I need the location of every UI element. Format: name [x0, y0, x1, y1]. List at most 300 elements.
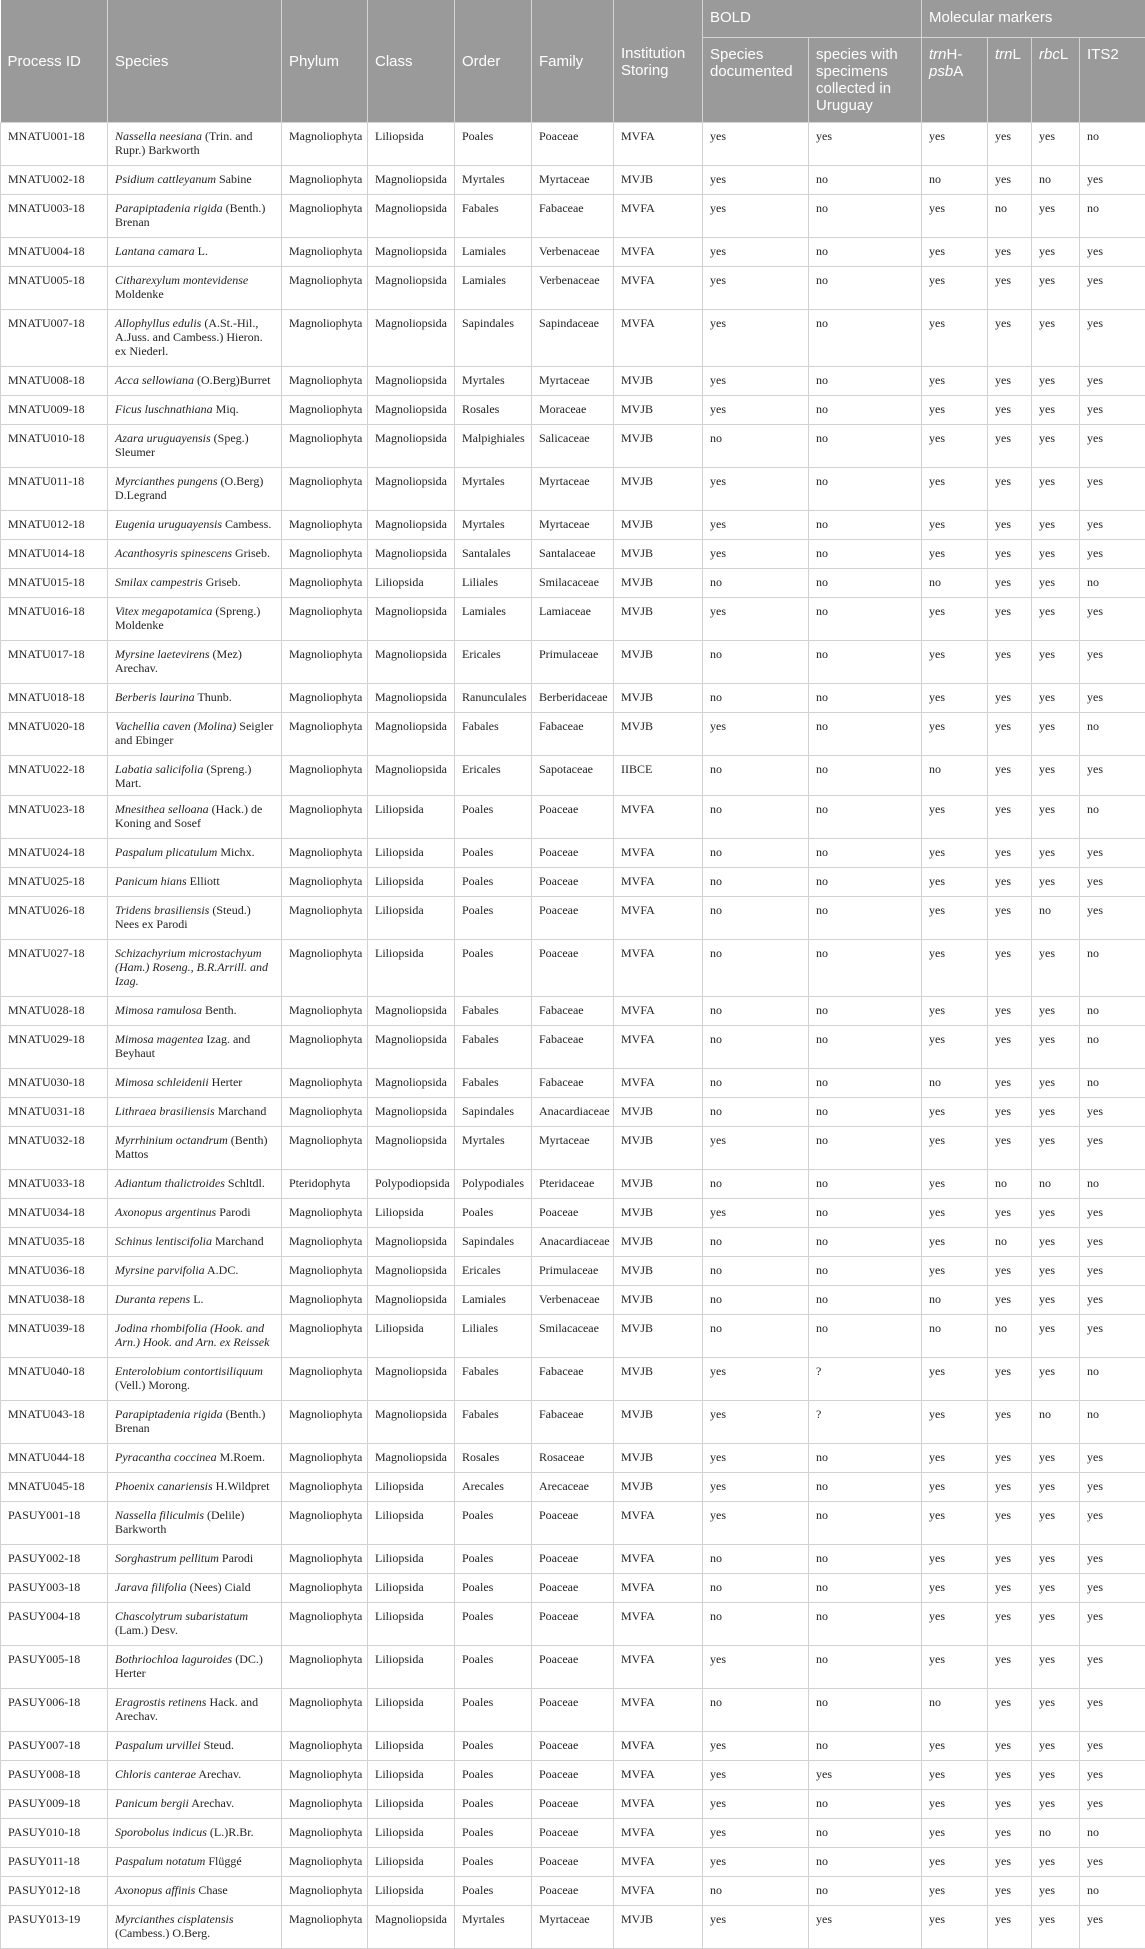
- species-cell: [108, 641, 282, 684]
- order-cell: Poales: [455, 897, 532, 940]
- process-id-cell: MNATU004-18: [1, 238, 108, 267]
- order-cell: Fabales: [455, 1358, 532, 1401]
- rbcl-cell: yes: [1032, 1906, 1080, 1949]
- family-cell: Lamiaceae: [532, 598, 614, 641]
- trnl-cell: yes: [988, 1732, 1032, 1761]
- trnh-psba-cell: yes: [922, 1603, 988, 1646]
- phylum-cell: Magnoliophyta: [282, 1574, 368, 1603]
- trnl-cell: yes: [988, 756, 1032, 796]
- process-id-cell: MNATU012-18: [1, 511, 108, 540]
- trnh-psba-cell: yes: [922, 540, 988, 569]
- trnh-psba-cell: yes: [922, 1574, 988, 1603]
- trnl-cell: yes: [988, 1127, 1032, 1170]
- table-row: [1, 1199, 1145, 1228]
- bold-uruguay-cell: no: [809, 997, 922, 1026]
- species-name: Myrsine parvifolia: [115, 1263, 205, 1277]
- bold-uruguay-cell: no: [809, 1848, 922, 1877]
- table-row: [1, 997, 1145, 1026]
- trnl-cell: yes: [988, 468, 1032, 511]
- bold-documented-cell: no: [703, 1026, 809, 1069]
- order-cell: Sapindales: [455, 310, 532, 367]
- trnl-cell: yes: [988, 1819, 1032, 1848]
- table-row: [1, 267, 1145, 310]
- order-cell: Lamiales: [455, 1286, 532, 1315]
- species-cell: [108, 1646, 282, 1689]
- order-cell: Myrtales: [455, 511, 532, 540]
- bold-uruguay-cell: no: [809, 641, 922, 684]
- species-cell: [108, 1848, 282, 1877]
- rbcl-cell: yes: [1032, 1444, 1080, 1473]
- institution-cell: MVFA: [614, 1026, 703, 1069]
- trnh-psba-cell: yes: [922, 310, 988, 367]
- class-cell: Magnoliopsida: [368, 1401, 455, 1444]
- species-cell: [108, 1257, 282, 1286]
- family-cell: Myrtaceae: [532, 1127, 614, 1170]
- order-cell: Rosales: [455, 1444, 532, 1473]
- phylum-cell: Magnoliophyta: [282, 641, 368, 684]
- trnh-psba-cell: yes: [922, 396, 988, 425]
- rbcl-cell: no: [1032, 897, 1080, 940]
- bold-documented-cell: no: [703, 1689, 809, 1732]
- class-cell: Magnoliopsida: [368, 684, 455, 713]
- institution-cell: MVFA: [614, 868, 703, 897]
- phylum-cell: Magnoliophyta: [282, 1502, 368, 1545]
- order-cell: Fabales: [455, 1026, 532, 1069]
- institution-cell: MVJB: [614, 1228, 703, 1257]
- species-authority: Michx.: [217, 845, 254, 859]
- institution-cell: MVJB: [614, 540, 703, 569]
- rbcl-cell: no: [1032, 166, 1080, 195]
- species-cell: [108, 940, 282, 997]
- rbcl-cell: yes: [1032, 1315, 1080, 1358]
- class-cell: Liliopsida: [368, 569, 455, 598]
- species-cell: [108, 238, 282, 267]
- family-cell: Fabaceae: [532, 195, 614, 238]
- process-id-cell: PASUY002-18: [1, 1545, 108, 1574]
- species-name: Jodina rhombifolia (Hook. and Arn.) Hook. and Arn. ex Reissek: [115, 1321, 269, 1349]
- institution-cell: MVFA: [614, 238, 703, 267]
- class-cell: Magnoliopsida: [368, 267, 455, 310]
- rbcl-cell: yes: [1032, 756, 1080, 796]
- rbcl-cell: yes: [1032, 1689, 1080, 1732]
- species-name: Vitex megapotamica: [115, 604, 212, 618]
- family-cell: Fabaceae: [532, 1358, 614, 1401]
- bold-uruguay-cell: no: [809, 540, 922, 569]
- its2-cell: yes: [1080, 468, 1145, 511]
- phylum-cell: Magnoliophyta: [282, 684, 368, 713]
- phylum-cell: Magnoliophyta: [282, 540, 368, 569]
- table-row: [1, 1444, 1145, 1473]
- rbcl-cell: yes: [1032, 569, 1080, 598]
- species-authority: (Trin. and Rupr.) Barkworth: [115, 129, 253, 157]
- process-id-cell: MNATU039-18: [1, 1315, 108, 1358]
- its2-cell: no: [1080, 569, 1145, 598]
- species-cell: [108, 166, 282, 195]
- trnh-psba-cell: yes: [922, 1848, 988, 1877]
- process-id-cell: PASUY007-18: [1, 1732, 108, 1761]
- process-id-cell: MNATU017-18: [1, 641, 108, 684]
- species-authority: Elliott: [187, 874, 220, 888]
- species-name: Mimosa ramulosa: [115, 1003, 202, 1017]
- its2-cell: yes: [1080, 1228, 1145, 1257]
- trnh-psba-cell: yes: [922, 598, 988, 641]
- bold-documented-cell: no: [703, 1228, 809, 1257]
- species-name: Phoenix canariensis: [115, 1479, 213, 1493]
- institution-cell: MVFA: [614, 195, 703, 238]
- institution-cell: MVJB: [614, 1127, 703, 1170]
- species-cell: [108, 997, 282, 1026]
- its2-cell: yes: [1080, 1257, 1145, 1286]
- its2-cell: no: [1080, 1819, 1145, 1848]
- bold-documented-cell: yes: [703, 367, 809, 396]
- species-authority: (Spreng.) Moldenke: [115, 604, 260, 632]
- family-cell: Primulaceae: [532, 1257, 614, 1286]
- bold-documented-cell: no: [703, 1315, 809, 1358]
- rbcl-cell: yes: [1032, 1257, 1080, 1286]
- its2-cell: yes: [1080, 166, 1145, 195]
- class-cell: Magnoliopsida: [368, 1444, 455, 1473]
- its2-cell: yes: [1080, 1732, 1145, 1761]
- institution-cell: MVFA: [614, 1761, 703, 1790]
- phylum-cell: Magnoliophyta: [282, 1358, 368, 1401]
- trnh-psba-cell: yes: [922, 1127, 988, 1170]
- phylum-cell: Magnoliophyta: [282, 1026, 368, 1069]
- species-cell: [108, 839, 282, 868]
- species-name: Schinus lentiscifolia: [115, 1234, 212, 1248]
- species-authority: (A.St.-Hil., A.Juss. and Cambess.) Hieron. ex Niederl.: [115, 316, 263, 358]
- species-name: Vachellia caven (Molina): [115, 719, 236, 733]
- species-authority: (Cambess.) O.Berg.: [115, 1926, 210, 1940]
- bold-uruguay-cell: no: [809, 367, 922, 396]
- rbcl-cell: yes: [1032, 1603, 1080, 1646]
- class-cell: Magnoliopsida: [368, 1228, 455, 1257]
- species-authority: Marchand: [215, 1104, 267, 1118]
- trnl-cell: yes: [988, 569, 1032, 598]
- bold-uruguay-cell: yes: [809, 1761, 922, 1790]
- phylum-cell: Magnoliophyta: [282, 1906, 368, 1949]
- trnh-psba-cell: no: [922, 1689, 988, 1732]
- class-cell: Liliopsida: [368, 1819, 455, 1848]
- institution-cell: MVJB: [614, 425, 703, 468]
- process-id-cell: PASUY010-18: [1, 1819, 108, 1848]
- class-cell: Liliopsida: [368, 1732, 455, 1761]
- bold-documented-cell: yes: [703, 1127, 809, 1170]
- class-cell: Liliopsida: [368, 940, 455, 997]
- table-row: [1, 1848, 1145, 1877]
- table-row: [1, 1286, 1145, 1315]
- trnl-cell: yes: [988, 997, 1032, 1026]
- order-cell: Ericales: [455, 641, 532, 684]
- trnl-cell: no: [988, 1228, 1032, 1257]
- family-cell: Poaceae: [532, 868, 614, 897]
- its2-cell: yes: [1080, 1790, 1145, 1819]
- species-name: Paspalum plicatulum: [115, 845, 217, 859]
- species-authority: (Hack.) de Koning and Sosef: [115, 802, 262, 830]
- bold-uruguay-cell: no: [809, 1689, 922, 1732]
- its2-cell: yes: [1080, 1761, 1145, 1790]
- process-id-cell: PASUY012-18: [1, 1877, 108, 1906]
- family-cell: Poaceae: [532, 1199, 614, 1228]
- species-name: Acca sellowiana: [115, 373, 194, 387]
- species-cell: [108, 1199, 282, 1228]
- species-name: Parapiptadenia rigida: [115, 1407, 223, 1421]
- order-cell: Poales: [455, 1199, 532, 1228]
- process-id-cell: MNATU034-18: [1, 1199, 108, 1228]
- family-cell: Poaceae: [532, 839, 614, 868]
- its2-cell: yes: [1080, 1473, 1145, 1502]
- institution-cell: MVJB: [614, 713, 703, 756]
- its2-cell: yes: [1080, 756, 1145, 796]
- trnh-psba-cell: yes: [922, 1790, 988, 1819]
- trnl-cell: yes: [988, 839, 1032, 868]
- order-cell: Myrtales: [455, 367, 532, 396]
- order-cell: Myrtales: [455, 468, 532, 511]
- species-authority: Flüggé: [205, 1854, 241, 1868]
- species-cell: [108, 1906, 282, 1949]
- rbcl-cell: yes: [1032, 1848, 1080, 1877]
- order-cell: Santalales: [455, 540, 532, 569]
- rbcl-cell: yes: [1032, 1098, 1080, 1127]
- trnh-psba-cell: no: [922, 1315, 988, 1358]
- bold-uruguay-cell: no: [809, 1026, 922, 1069]
- rbcl-cell: yes: [1032, 713, 1080, 756]
- bold-documented-cell: no: [703, 569, 809, 598]
- rbcl-cell: yes: [1032, 267, 1080, 310]
- species-cell: [108, 1732, 282, 1761]
- rbcl-cell: yes: [1032, 238, 1080, 267]
- rbcl-cell: yes: [1032, 839, 1080, 868]
- species-name: Citharexylum montevidense: [115, 273, 248, 287]
- trnh-psba-cell: yes: [922, 1473, 988, 1502]
- bold-uruguay-cell: no: [809, 1819, 922, 1848]
- phylum-cell: Magnoliophyta: [282, 1790, 368, 1819]
- bold-documented-cell: yes: [703, 123, 809, 166]
- class-cell: Magnoliopsida: [368, 1127, 455, 1170]
- species-name: Paspalum urvillei: [115, 1738, 201, 1752]
- trnl-cell: no: [988, 1170, 1032, 1199]
- trnl-cell: yes: [988, 1906, 1032, 1949]
- order-cell: Liliales: [455, 569, 532, 598]
- phylum-cell: Magnoliophyta: [282, 1257, 368, 1286]
- table-row: [1, 1170, 1145, 1199]
- bold-documented-cell: no: [703, 1545, 809, 1574]
- order-cell: Fabales: [455, 713, 532, 756]
- its2-cell: no: [1080, 195, 1145, 238]
- bold-documented-cell: yes: [703, 1401, 809, 1444]
- bold-uruguay-cell: no: [809, 1127, 922, 1170]
- species-name: Myrsine laetevirens: [115, 647, 210, 661]
- table-row: [1, 839, 1145, 868]
- institution-cell: MVJB: [614, 684, 703, 713]
- phylum-cell: Pteridophyta: [282, 1170, 368, 1199]
- rbcl-cell: no: [1032, 1819, 1080, 1848]
- process-id-cell: MNATU015-18: [1, 569, 108, 598]
- species-cell: [108, 1603, 282, 1646]
- bold-uruguay-cell: yes: [809, 1906, 922, 1949]
- trnl-cell: yes: [988, 540, 1032, 569]
- species-name: Schizachyrium microstachyum (Ham.) Roseng., B.R.Arrill. and Izag.: [115, 946, 268, 988]
- table-row: [1, 1127, 1145, 1170]
- trnh-psba-cell: no: [922, 166, 988, 195]
- order-cell: Sapindales: [455, 1098, 532, 1127]
- trnl-cell: yes: [988, 598, 1032, 641]
- process-id-cell: MNATU010-18: [1, 425, 108, 468]
- its2-cell: yes: [1080, 1848, 1145, 1877]
- bold-uruguay-cell: no: [809, 569, 922, 598]
- phylum-cell: Magnoliophyta: [282, 796, 368, 839]
- family-cell: Rosaceae: [532, 1444, 614, 1473]
- group-bold: BOLD: [703, 0, 922, 38]
- its2-cell: yes: [1080, 1127, 1145, 1170]
- its2-cell: yes: [1080, 1286, 1145, 1315]
- institution-cell: MVFA: [614, 1877, 703, 1906]
- its2-cell: yes: [1080, 1646, 1145, 1689]
- species-cell: [108, 1170, 282, 1199]
- institution-cell: MVJB: [614, 367, 703, 396]
- order-cell: Polypodiales: [455, 1170, 532, 1199]
- bold-documented-cell: no: [703, 897, 809, 940]
- col-class: Class: [368, 0, 455, 123]
- trnl-cell: yes: [988, 1603, 1032, 1646]
- trnh-psba-cell: yes: [922, 1502, 988, 1545]
- bold-documented-cell: yes: [703, 1646, 809, 1689]
- institution-cell: MVFA: [614, 1069, 703, 1098]
- species-authority: (Benth.) Brenan: [115, 201, 265, 229]
- bold-uruguay-cell: no: [809, 684, 922, 713]
- its2-cell: no: [1080, 997, 1145, 1026]
- institution-cell: MVJB: [614, 1473, 703, 1502]
- family-cell: Poaceae: [532, 1603, 614, 1646]
- family-cell: Arecaceae: [532, 1473, 614, 1502]
- species-authority: Thunb.: [195, 690, 232, 704]
- phylum-cell: Magnoliophyta: [282, 839, 368, 868]
- process-id-cell: PASUY013-19: [1, 1906, 108, 1949]
- family-cell: Smilacaceae: [532, 1315, 614, 1358]
- table-row: [1, 713, 1145, 756]
- rbcl-cell: yes: [1032, 425, 1080, 468]
- phylum-cell: Magnoliophyta: [282, 1444, 368, 1473]
- process-id-cell: PASUY004-18: [1, 1603, 108, 1646]
- class-cell: Liliopsida: [368, 1574, 455, 1603]
- species-cell: [108, 540, 282, 569]
- family-cell: Poaceae: [532, 796, 614, 839]
- phylum-cell: Magnoliophyta: [282, 1848, 368, 1877]
- bold-uruguay-cell: no: [809, 1228, 922, 1257]
- institution-cell: MVJB: [614, 598, 703, 641]
- species-authority: Arechav.: [196, 1767, 241, 1781]
- bold-uruguay-cell: no: [809, 267, 922, 310]
- phylum-cell: Magnoliophyta: [282, 1732, 368, 1761]
- process-id-cell: MNATU026-18: [1, 897, 108, 940]
- rbcl-cell: yes: [1032, 1790, 1080, 1819]
- species-name: Azara uruguayensis: [115, 431, 211, 445]
- species-cell: [108, 1228, 282, 1257]
- phylum-cell: Magnoliophyta: [282, 940, 368, 997]
- trnh-psba-cell: yes: [922, 897, 988, 940]
- bold-uruguay-cell: no: [809, 1444, 922, 1473]
- order-cell: Poales: [455, 839, 532, 868]
- bold-uruguay-cell: ?: [809, 1401, 922, 1444]
- phylum-cell: Magnoliophyta: [282, 1127, 368, 1170]
- trnh-psba-cell: yes: [922, 1732, 988, 1761]
- its2-cell: no: [1080, 713, 1145, 756]
- class-cell: Magnoliopsida: [368, 166, 455, 195]
- trnl-cell: yes: [988, 396, 1032, 425]
- species-name: Duranta repens: [115, 1292, 190, 1306]
- order-cell: Ranunculales: [455, 684, 532, 713]
- family-cell: Myrtaceae: [532, 1906, 614, 1949]
- its2-cell: yes: [1080, 367, 1145, 396]
- table-row: [1, 540, 1145, 569]
- species-cell: [108, 1761, 282, 1790]
- process-id-cell: MNATU003-18: [1, 195, 108, 238]
- rbcl-cell: yes: [1032, 310, 1080, 367]
- trnh-psba-cell: no: [922, 1069, 988, 1098]
- group-molecular-markers: Molecular markers: [922, 0, 1145, 38]
- table-row: [1, 166, 1145, 195]
- bold-uruguay-cell: no: [809, 1199, 922, 1228]
- bold-uruguay-cell: no: [809, 166, 922, 195]
- col-species: Species: [108, 0, 282, 123]
- its2-cell: yes: [1080, 1315, 1145, 1358]
- its2-cell: no: [1080, 1170, 1145, 1199]
- table-row: [1, 1906, 1145, 1949]
- class-cell: Magnoliopsida: [368, 997, 455, 1026]
- class-cell: Liliopsida: [368, 1790, 455, 1819]
- species-name: Lithraea brasiliensis: [115, 1104, 215, 1118]
- species-authority: Marchand: [212, 1234, 264, 1248]
- bold-uruguay-cell: no: [809, 425, 922, 468]
- process-id-cell: MNATU005-18: [1, 267, 108, 310]
- bold-uruguay-cell: ?: [809, 1358, 922, 1401]
- species-name: Berberis laurina: [115, 690, 195, 704]
- its2-cell: no: [1080, 940, 1145, 997]
- rbcl-cell: yes: [1032, 598, 1080, 641]
- phylum-cell: Magnoliophyta: [282, 569, 368, 598]
- trnl-cell: yes: [988, 1848, 1032, 1877]
- order-cell: Poales: [455, 940, 532, 997]
- bold-uruguay-cell: no: [809, 1790, 922, 1819]
- rbcl-cell: yes: [1032, 868, 1080, 897]
- table-row: [1, 569, 1145, 598]
- process-id-cell: MNATU030-18: [1, 1069, 108, 1098]
- family-cell: Poaceae: [532, 1790, 614, 1819]
- bold-uruguay-cell: no: [809, 1502, 922, 1545]
- bold-documented-cell: yes: [703, 1358, 809, 1401]
- bold-documented-cell: no: [703, 1603, 809, 1646]
- family-cell: Poaceae: [532, 1761, 614, 1790]
- class-cell: Magnoliopsida: [368, 425, 455, 468]
- trnl-cell: yes: [988, 1444, 1032, 1473]
- trnl-cell: yes: [988, 1545, 1032, 1574]
- its2-cell: yes: [1080, 1502, 1145, 1545]
- phylum-cell: Magnoliophyta: [282, 1545, 368, 1574]
- family-cell: Poaceae: [532, 1819, 614, 1848]
- institution-cell: MVFA: [614, 1732, 703, 1761]
- bold-documented-cell: yes: [703, 1761, 809, 1790]
- trnl-cell: yes: [988, 713, 1032, 756]
- family-cell: Pteridaceae: [532, 1170, 614, 1199]
- phylum-cell: Magnoliophyta: [282, 1819, 368, 1848]
- species-authority: (L.)R.Br.: [207, 1825, 254, 1839]
- species-authority: (Mez) Arechav.: [115, 647, 242, 675]
- family-cell: Poaceae: [532, 1574, 614, 1603]
- process-id-cell: MNATU027-18: [1, 940, 108, 997]
- trnh-psba-cell: yes: [922, 1228, 988, 1257]
- col-species-documented: Species documented: [703, 38, 809, 123]
- family-cell: Poaceae: [532, 1877, 614, 1906]
- family-cell: Poaceae: [532, 1689, 614, 1732]
